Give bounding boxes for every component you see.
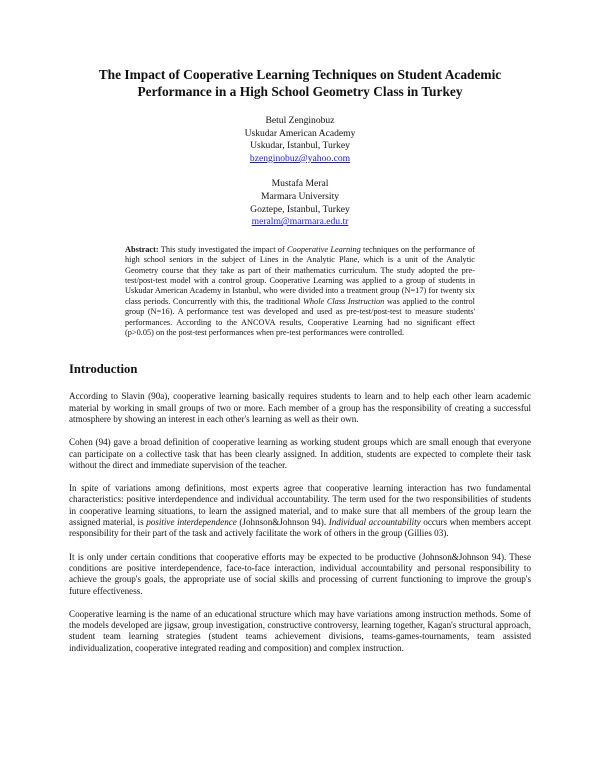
author-location: Uskudar, Istanbul, Turkey — [250, 140, 350, 152]
author-email-link[interactable]: meralm@marmara.edu.tr — [251, 216, 349, 228]
author-affiliation: Uskudar American Academy — [244, 127, 356, 139]
paragraph-text: In spite of variations among definitions, most experts agree that cooperative learning interaction has two fundamental characteristics: positive interdependence and individual accountability. The term used for the two responsibilities of students in cooperative learning situations, to learn the assigned material, and to make sure that all members of the group learn the assigned material, is — [69, 483, 531, 528]
body-paragraph — [69, 483, 531, 539]
abstract-text: was applied to the control group (N=16). A performance test was developed and used as pre-test/post-test to measure students' performances. According to the ANCOVA results, Cooperative Learning had no significant effect (p>0.05) on the post-test performances when pre-test performances were controlled. — [125, 296, 475, 337]
author-affiliation: Marmara University — [260, 190, 340, 202]
paragraph-term: positive interdependence — [146, 517, 237, 528]
abstract-text: This study investigated the impact of — [158, 244, 288, 254]
section-heading-introduction: Introduction — [69, 362, 138, 377]
author-name: Mustafa Meral — [271, 178, 329, 190]
body-paragraph: Cohen (94) gave a broad definition of cooperative learning as working student groups which are small enough that everyone can participate on a collective task that has been clearly assigned. In addition, students are expected to complete their task without the direct and immediate supervision of the teacher. — [69, 437, 531, 470]
paragraph-term: Individual accountability — [328, 517, 421, 528]
title-line-2: Performance in a High School Geometry Class in Turkey — [137, 84, 463, 99]
abstract-text: techniques on the performance of high school seniors in the subject of Lines in the Analytic Plane, which is a unit of the Analytic Geometry course that they take as part of their mathematics curriculum. The study adopted the pre-test/post-test model with a control group. Cooperative Learning was applied to a group of students in Uskudar American Academy in Istanbul, who were divided into a treatment group (N=17) for twenty six class periods. Concurrently with this, the traditional — [125, 244, 475, 306]
body-paragraph: Cooperative learning is the name of an educational structure which may have variations among instruction methods. Some of the models developed are jigsaw, group investigation, constructive controversy, learning together, Kagan's structural approach, student team learning strategies (student teams achievement divisions, teams-games-tournaments, team assisted individualization, cooperative integrated reading and composition) and complex instruction. — [69, 608, 531, 653]
author-location: Goztepe, Istanbul, Turkey — [250, 203, 350, 215]
author-name: Betul Zenginobuz — [265, 115, 335, 126]
author-email-link[interactable]: bzenginobuz@yahoo.com — [249, 152, 351, 164]
abstract-label: Abstract: — [125, 244, 159, 254]
body-paragraph: It is only under certain conditions that cooperative efforts may be expected to be productive (Johnson&Johnson 94). These conditions are positive interdependence, face-to-face interaction, individual accountability and personal responsibility to achieve the group's goals, the appropriate use of social skills and processing of current functioning to improve the group's future effectiveness. — [69, 551, 531, 596]
abstract-term: Cooperative Learning — [287, 244, 361, 254]
title-line-1: The Impact of Cooperative Learning Techniques on Student Academic — [98, 67, 502, 82]
paragraph-text: (Johnson&Johnson 94). — [236, 517, 329, 528]
abstract — [125, 245, 475, 339]
author-block-1 — [69, 115, 531, 165]
paragraph-text: occurs when members accept responsibility for their part of the task and actively facilitate the work of others in the group (Gillies 03). — [69, 517, 531, 539]
abstract-term: Whole Class Instruction — [302, 296, 385, 306]
paper-title — [69, 66, 531, 100]
author-block-2 — [69, 178, 531, 228]
body-paragraph: According to Slavin (90a), cooperative learning basically requires students to learn and to help each other learn academic material by working in small groups of two or more. Each member of a group has the responsibility of creating a successful atmosphere by showing an interest in each other's learning as well as their own. — [69, 391, 531, 424]
